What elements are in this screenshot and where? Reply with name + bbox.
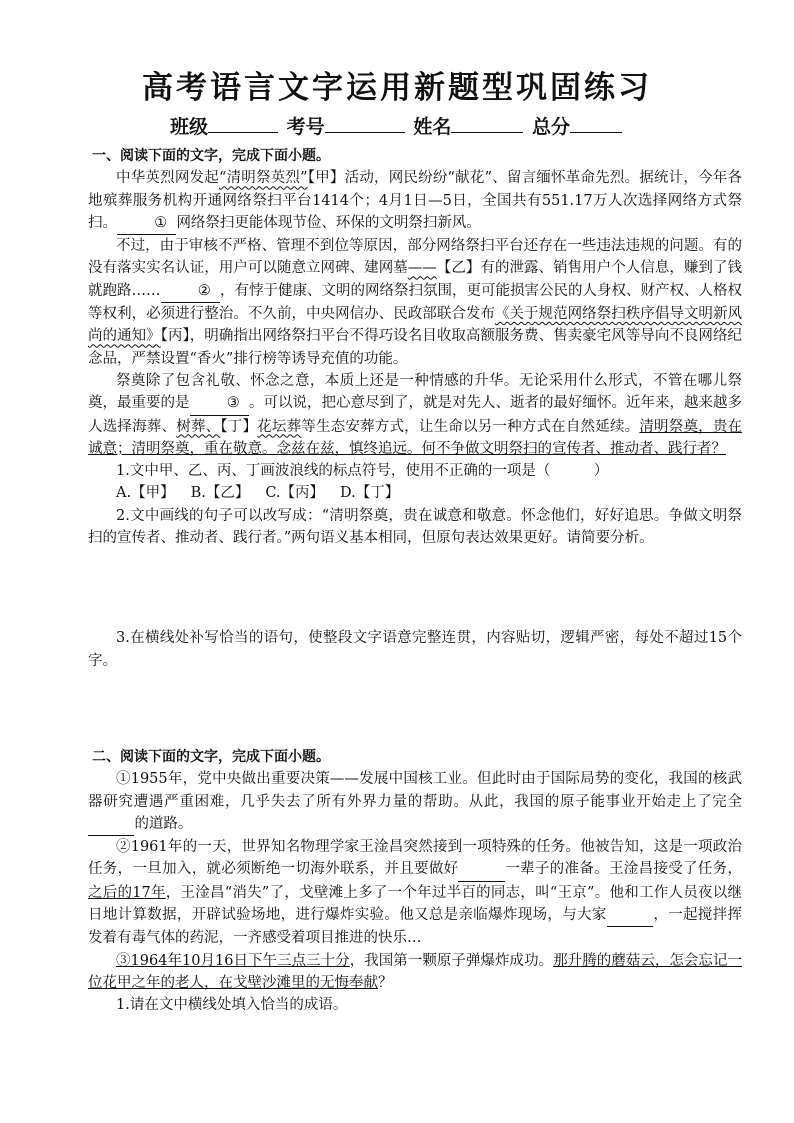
- wavy-underline-text: 树葬、: [176, 418, 221, 435]
- question-2: 2.文中画线的句子可以改写成：“清明祭奠，贵在诚意和敬意。怀念他们，好好追思。争做文明祭扫的宣传者、推动者、践行者。”两句语义基本相同，但原句表达效果更好。请简要分析。: [88, 507, 742, 547]
- question-3: 3.在横线处补写恰当的语句，使整段文字语意完整连贯，内容贴切，逻辑严密，每处不超过15个字。: [88, 630, 742, 669]
- fill-blank[interactable]: ③: [190, 392, 249, 415]
- name-field[interactable]: [451, 114, 523, 133]
- class-label: 班级: [170, 116, 209, 138]
- option-a[interactable]: A.【甲】: [116, 485, 175, 502]
- underlined-sentence: 清明祭奠，贵在诚意；清明祭奠，重在敬意。念兹在兹，慎终追远。何不争做文明祭扫的宣传者、推动者、践行者？: [88, 418, 743, 457]
- fill-blank[interactable]: ①: [117, 212, 176, 235]
- exam-number-field[interactable]: [325, 114, 405, 133]
- option-b[interactable]: B.【乙】: [190, 485, 250, 502]
- wavy-underline-text: 花坛葬: [257, 418, 302, 435]
- answer-space[interactable]: [88, 549, 742, 627]
- passage-paragraph: 祭奠除了包含礼敬、怀念之意，本质上还是一种情感的升华。无论采用什么形式，不管在哪儿祭奠，最重要的是 ③ 。可以说，把心意尽到了，就是对先人、逝者的最好缅怀。近年来，越来越多人选择海葬、树葬、【丁】花坛葬等生态安葬方式，让生命以另一种方式在自然延续。清明祭奠，贵在诚意；清明祭奠，重在敬意。念兹在兹，慎终追远。何不争做文明祭扫的宣传者、推动者、践行者？: [88, 372, 743, 457]
- underlined-text: 之后的17年: [88, 884, 166, 901]
- total-score-label: 总分: [531, 116, 570, 138]
- section-one-heading: 一、阅读下面的文字，完成下面小题。: [92, 148, 330, 164]
- section-two: [88, 746, 742, 1017]
- passage-paragraph: 中华英烈网发起“清明祭英烈”【甲】活动，网民纷纷“献花”、留言缅怀革命先烈。据统计，今年各地殡葬服务机构开通网络祭扫平台1414个；4月1日—5日，全国共有551.17万人次选择网络方式祭扫。 ① 网络祭扫更能体现节俭、环保的文明祭扫新风。: [88, 167, 742, 235]
- page-title: 高考语言文字运用新题型巩固练习: [142, 70, 652, 106]
- fill-blank[interactable]: [88, 813, 134, 836]
- question-1-options: [88, 482, 742, 504]
- underlined-sentence: 那升腾的蘑菇云，怎会忘记一位花甲之年的老人，在戈壁沙滩里的无悔奉献: [88, 952, 742, 991]
- wavy-underline-text: 《关于规范网络祭扫秩序倡导文明新风尚的通知》: [88, 306, 742, 345]
- fill-blank[interactable]: [458, 858, 504, 881]
- question-1: 1.请在文中横线处填入恰当的成语。: [116, 997, 348, 1014]
- total-score-field[interactable]: [570, 114, 622, 133]
- fill-blank[interactable]: ②: [161, 280, 220, 303]
- fill-blank[interactable]: [607, 904, 653, 927]
- class-field[interactable]: [208, 114, 278, 133]
- section-one: [88, 145, 742, 672]
- wavy-underline-text: ——: [407, 260, 437, 277]
- name-label: 姓名: [413, 116, 452, 138]
- option-c[interactable]: C.【丙】: [265, 485, 325, 502]
- exam-number-label: 考号: [286, 116, 325, 138]
- section-two-heading: 二、阅读下面的文字，完成下面小题。: [92, 749, 330, 765]
- passage-paragraph: 不过，由于审核不严格、管理不到位等原因，部分网络祭扫平台还存在一些违法违规的问题。有的没有落实实名认证，用户可以随意立网碑、建网墓——【乙】有的泄露、销售用户个人信息，赚到了钱就跑路…… ② ，有悖于健康、文明的网络祭扫氛围，更可能损害公民的人身权、财产权、人格权等权利，必须进行整治。不久前，中央网信办、民政部联合发布《关于规范网络祭扫秩序倡导文明新风尚的通知》【丙】，明确指出网络祭扫平台不得巧设名目收取高额服务费、售卖豪宅风等导向不良网络纪念品，严禁设置“香火”排行榜等诱导充值的功能。: [88, 238, 743, 367]
- underlined-text: ③1964年10月16日下午三点三十分: [116, 952, 350, 969]
- question-1: 1.文中甲、乙、丙、丁画波浪线的标点符号，使用不正确的一项是（ ）: [116, 463, 609, 480]
- student-info-bar: [0, 112, 794, 139]
- passage-paragraph: ③1964年10月16日下午三点三十分，我国第一颗原子弹爆炸成功。那升腾的蘑菇云，怎会忘记一位花甲之年的老人，在戈壁沙滩里的无悔奉献？: [88, 952, 742, 991]
- option-d[interactable]: D.【丁】: [340, 485, 400, 502]
- wavy-underline-text: “清明祭英烈”: [218, 170, 308, 187]
- passage-paragraph: ②1961年的一天，世界知名物理学家王淦昌突然接到一项特殊的任务。他被告知，这是一项政治任务，一旦加入，就必须断绝一切海外联系，并且要做好 一辈子的准备。王淦昌接受了任务，之后的17年，王淦昌“消失”了，戈壁滩上多了一个年过半百的同志，叫“王京”。他和工作人员夜以继日地计算数据，开辟试验场地，进行爆炸实验。他又总是亲临爆炸现场，与大家 ，一起搅拌挥发着有毒气体的药泥，一齐感受着项目推进的快乐…: [88, 839, 743, 947]
- passage-paragraph: ①1955年，党中央做出重要决策——发展中国核工业。但此时由于国际局势的变化，我国的核武器研究遭遇严重困难，几乎失去了所有外界力量的帮助。从此，我国的原子能事业开始走上了完全 的道路。: [88, 768, 742, 836]
